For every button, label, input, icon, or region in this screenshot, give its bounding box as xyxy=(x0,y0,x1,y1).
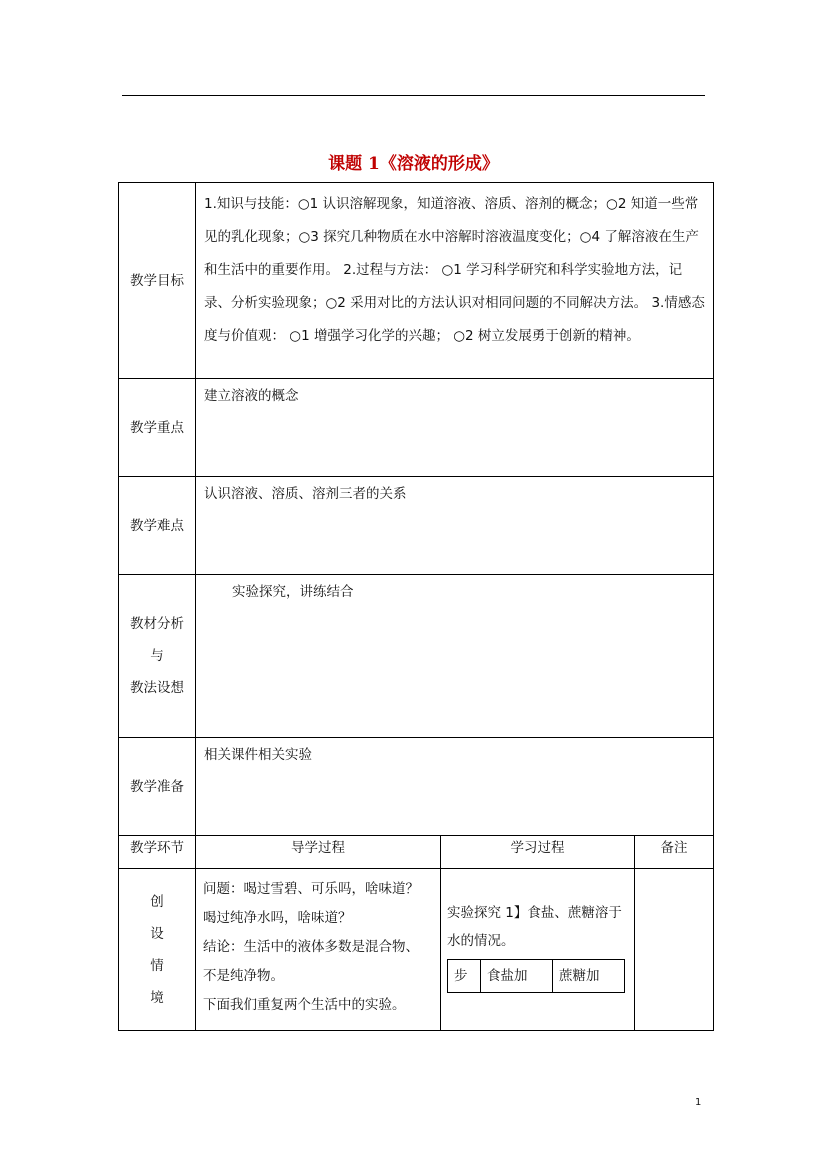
objectives-row xyxy=(119,183,714,379)
difficulties-label: 教学难点 xyxy=(119,477,196,575)
experiment-col-step: 步 xyxy=(448,960,481,993)
stage-label-char: 情 xyxy=(150,957,164,974)
experiment-col-salt: 食盐加 xyxy=(481,960,553,993)
process-header-row xyxy=(119,836,714,869)
key-points-label: 教学重点 xyxy=(119,379,196,477)
experiment-text: 实验探究 1】食盐、蔗糖溶于水的情况。 xyxy=(447,905,622,949)
header-rule xyxy=(122,95,705,96)
difficulties-row xyxy=(119,477,714,575)
lesson-plan-table xyxy=(118,182,714,1031)
notes-cell xyxy=(635,869,714,1031)
header-guide: 导学过程 xyxy=(196,836,441,869)
guide-line: 问题：喝过雪碧、可乐吗，啥味道？ xyxy=(203,881,419,897)
analysis-label xyxy=(119,575,196,738)
analysis-row xyxy=(119,575,714,738)
header-learn: 学习过程 xyxy=(441,836,635,869)
objectives-label: 教学目标 xyxy=(119,183,196,379)
guide-process-cell xyxy=(196,869,441,1031)
stage-label-char: 创 xyxy=(150,893,164,910)
difficulties-text: 认识溶液、溶质、溶剂三者的关系 xyxy=(196,477,714,575)
learn-process-cell xyxy=(441,869,635,1031)
experiment-table-row xyxy=(448,960,625,993)
analysis-text: 实验探究，讲练结合 xyxy=(196,575,714,738)
guide-line: 喝过纯净水吗，啥味道？ xyxy=(203,910,352,926)
preparation-label: 教学准备 xyxy=(119,738,196,836)
guide-line: 结论：生活中的液体多数是混合物、 xyxy=(203,939,419,955)
stage-label-char: 设 xyxy=(150,925,164,942)
analysis-label-line: 教材分析 xyxy=(130,616,184,632)
page-number: 1 xyxy=(695,1097,702,1108)
experiment-col-sugar: 蔗糖加 xyxy=(553,960,625,993)
preparation-row xyxy=(119,738,714,836)
header-stage: 教学环节 xyxy=(119,836,196,869)
analysis-label-line: 教法设想 xyxy=(130,680,184,696)
stage-row xyxy=(119,869,714,1031)
page-title: 课题 1《溶液的形成》 xyxy=(328,154,499,174)
analysis-label-line: 与 xyxy=(150,648,164,664)
objectives-text: 1.知识与技能：○1 认识溶解现象，知道溶液、溶质、溶剂的概念；○2 知道一些常见的乳化现象；○3 探究几种物质在水中溶解时溶液温度变化；○4 了解溶液在生产和生活中的重要作用。 2.过程与方法： ○1 学习科学研究和科学实验地方法，记录、分析实验现象；○2 采用对比的方法认识对相同问题的不同解决方法。 3.情感态度与价值观： ○1 增强学习化学的兴趣； ○2 树立发展勇于创新的精神。 xyxy=(196,183,714,379)
guide-line: 下面我们重复两个生活中的实验。 xyxy=(203,997,406,1013)
guide-line: 不是纯净物。 xyxy=(203,968,284,984)
key-points-row xyxy=(119,379,714,477)
preparation-text: 相关课件相关实验 xyxy=(196,738,714,836)
stage-label xyxy=(119,869,196,1031)
experiment-table xyxy=(447,959,625,993)
stage-label-char: 境 xyxy=(150,989,164,1006)
header-notes: 备注 xyxy=(635,836,714,869)
key-points-text: 建立溶液的概念 xyxy=(196,379,714,477)
